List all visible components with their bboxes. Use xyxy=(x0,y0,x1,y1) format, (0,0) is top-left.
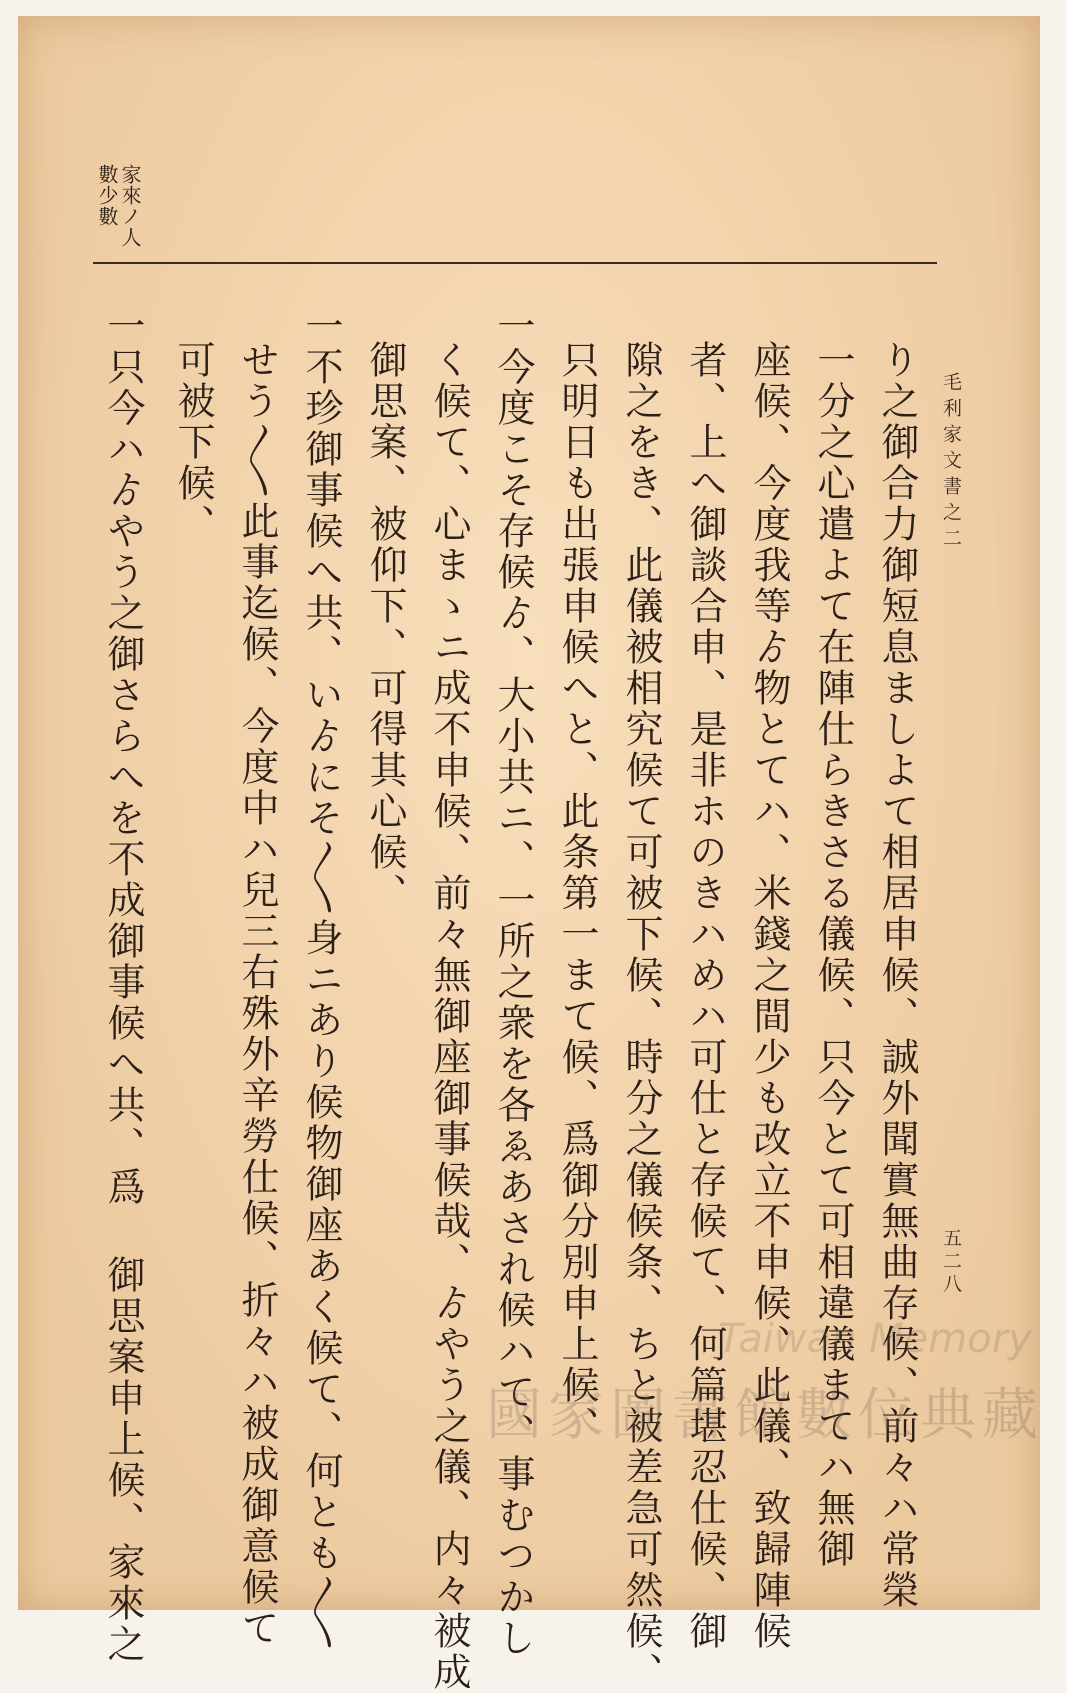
watermark-sub: Taiwan Memory xyxy=(718,1316,1032,1362)
text-column: く候て、心まゝニ成不申候、前々無御座御事候哉、ゟやう之儀、内々被成 xyxy=(427,340,471,1693)
text-column: 一不珍御事候へ共、いゟにそ〳〵身ニあり候物御座あく候て、何とも〳〵 xyxy=(299,306,343,1653)
book-page xyxy=(18,16,1044,1693)
text-column: 者、上へ御談合申、是非ホのきハめハ可仕と存候て、何篇堪忍仕候、御 xyxy=(683,340,727,1652)
header-rule xyxy=(93,262,937,264)
text-column: 隙之をき、此儀被相究候て可被下候、時分之儀候条、ちと被差急可然候、 xyxy=(619,340,663,1693)
marginal-gloss-line-2: 數少數 xyxy=(95,164,119,227)
marginal-gloss-line-1: 家來ノ人 xyxy=(118,164,142,248)
text-column: 可被下候、 xyxy=(171,340,215,545)
text-column: 一只今ハゟやう之御さらへを不成御事候へ共、爲 御思案申上候、家來之 xyxy=(101,306,145,1665)
running-header-title: 毛利家文書之二 xyxy=(940,372,962,554)
text-column: 一分之心遣よて在陣仕らきさる儀候、只今とて可相違儀まてハ無御 xyxy=(811,340,855,1570)
text-column: 座候、今度我等ゟ物とてハ、米錢之間少も改立不申候、此儀、致歸陣候 xyxy=(747,340,791,1652)
text-column: 御思案、被仰下、可得其心候、 xyxy=(363,340,407,914)
watermark-main: 國家圖書館數位典藏 xyxy=(486,1383,1044,1448)
page-number: 五二八 xyxy=(940,1228,962,1297)
text-column: 只明日も出張申候へと、此条第一まて候、爲御分別申上候、 xyxy=(555,340,599,1447)
text-column: 一今度こそ存候ゟ、大小共ニ、一所之衆を各ゑあされ候ハて、事むつかし xyxy=(491,306,535,1659)
text-column: せう〳〵此事迄候、今度中ハ兒三右殊外辛勞仕候、折々ハ被成御意候て xyxy=(235,340,279,1649)
text-column: り之御合力御短息ましよて相居申候、誠外聞實無曲存候、前々ハ常榮 xyxy=(875,340,919,1611)
